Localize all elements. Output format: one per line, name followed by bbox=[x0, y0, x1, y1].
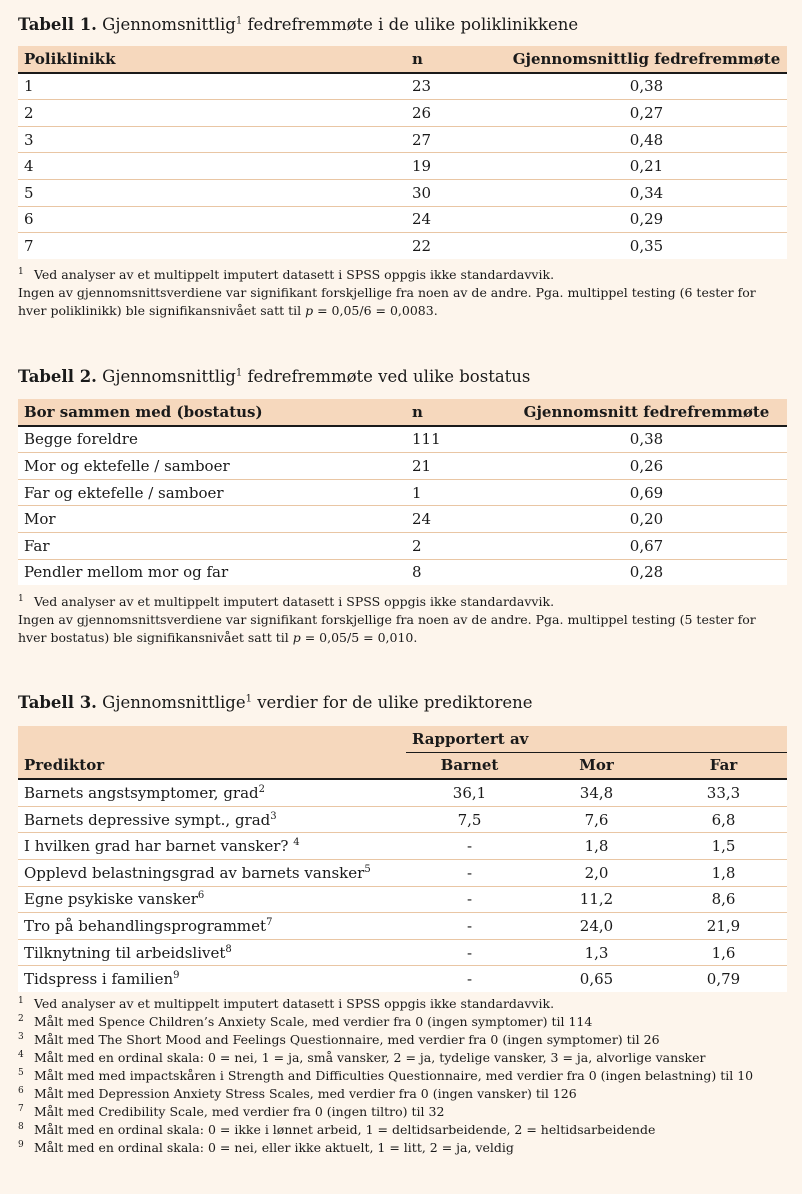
footnote-ref: 8 bbox=[225, 943, 232, 955]
cell-far: 21,9 bbox=[660, 913, 787, 940]
table-row bbox=[18, 153, 787, 180]
cell-n: 21 bbox=[406, 453, 506, 480]
footnote-ref: 6 bbox=[197, 890, 205, 902]
cell-prediktor bbox=[18, 859, 406, 886]
table3-header-barnet: Barnet bbox=[406, 752, 533, 779]
table2-note-1: $^1$ Ved analyser av et multippelt imputert datasett i SPSS oppgis ikke standardavvik. bbox=[18, 593, 555, 609]
table3-note: $^3$ Målt med The Short Mood and Feelings Questionnaire, med verdier fra 0 (ingen symptomer) til 26 bbox=[18, 1031, 660, 1047]
table2-note-2a: Ingen av gjennomsnittsverdiene var signifikant forskjellige fra noen av de andre. Pga. multippel testing (5 tester for hver bostatus) ble signifikansnivået satt til bbox=[18, 612, 756, 645]
cell-n: 27 bbox=[406, 126, 506, 153]
note-text: Målt med Depression Anxiety Stress Scales, med verdier fra 0 (ingen vansker) til 126 bbox=[34, 1086, 577, 1101]
table-row bbox=[18, 833, 787, 860]
table1-note-2a: Ingen av gjennomsnittsverdiene var signifikant forskjellige fra noen av de andre. Pga. multippel testing (6 tester for hver poliklinikk) ble signifikansnivået satt til bbox=[18, 285, 756, 318]
cell-mor: 1,8 bbox=[533, 833, 660, 860]
cell-n: 2 bbox=[406, 532, 506, 559]
prediktor-label: Tidspress i familien bbox=[24, 970, 174, 989]
cell-prediktor bbox=[18, 779, 406, 806]
cell-label: Mor og ektefelle / samboer bbox=[18, 453, 406, 480]
table-row bbox=[18, 73, 787, 100]
table-row bbox=[18, 506, 787, 533]
footnote-ref: 7 bbox=[266, 916, 273, 928]
cell-label: 7 bbox=[24, 236, 34, 255]
table2-header-n: n bbox=[406, 399, 506, 426]
cell-far: 1,8 bbox=[660, 859, 787, 886]
table-row bbox=[18, 233, 787, 259]
table2-notes bbox=[18, 593, 787, 647]
table2 bbox=[18, 399, 787, 585]
table-row bbox=[18, 532, 787, 559]
cell-n: 30 bbox=[406, 179, 506, 206]
note-text: Ved analyser av et multippelt imputert datasett i SPSS oppgis ikke standardavvik. bbox=[34, 996, 555, 1011]
cell-mean: 0,21 bbox=[506, 153, 787, 180]
table2-note-1-text: Ved analyser av et multippelt imputert datasett i SPSS oppgis ikke standardavvik. bbox=[34, 594, 555, 609]
footnote-ref: 2 bbox=[258, 783, 266, 795]
table2-caption bbox=[18, 367, 530, 386]
prediktor-label: Tro på behandlingsprogrammet bbox=[24, 916, 267, 935]
cell-mor: 24,0 bbox=[533, 913, 660, 940]
cell-far: 0,79 bbox=[706, 970, 741, 989]
cell-barnet: - bbox=[466, 970, 473, 989]
prediktor-label: Egne psykiske vansker bbox=[24, 890, 198, 909]
note-text: Målt med Spence Children’s Anxiety Scale, med verdier fra 0 (ingen symptomer) til 114 bbox=[34, 1014, 593, 1029]
cell-barnet: - bbox=[406, 886, 533, 913]
cell-label: 4 bbox=[18, 153, 406, 180]
note-text: Målt med en ordinal skala: 0 = nei, eller ikke aktuelt, 1 = litt, 2 = ja, veldig bbox=[34, 1140, 514, 1155]
cell-n: 8 bbox=[412, 563, 422, 582]
cell-mean: 0,38 bbox=[506, 426, 787, 453]
table3-group-header: Rapportert av bbox=[406, 726, 787, 752]
table3-header-far: Far bbox=[660, 752, 787, 779]
table-row bbox=[18, 179, 787, 206]
table-row bbox=[18, 479, 787, 506]
prediktor-label: Barnets depressive sympt., grad bbox=[24, 810, 271, 829]
table1-note-2-p: p bbox=[305, 303, 314, 318]
table-row bbox=[18, 966, 787, 992]
table3-body bbox=[18, 779, 787, 992]
table-row bbox=[18, 859, 787, 886]
cell-far: 1,5 bbox=[660, 833, 787, 860]
footnote-ref: 9 bbox=[173, 970, 180, 982]
table1-header-mean: Gjennomsnittlig fedrefremmøte bbox=[506, 46, 787, 73]
cell-label: 1 bbox=[18, 73, 406, 100]
cell-mor: 34,8 bbox=[533, 779, 660, 806]
cell-n: 24 bbox=[406, 206, 506, 233]
footnote-ref: 5 bbox=[364, 863, 371, 875]
table-row bbox=[18, 453, 787, 480]
cell-label: 2 bbox=[18, 100, 406, 127]
table3-note: $^8$ Målt med en ordinal skala: 0 = ikke i lønnet arbeid, 1 = deltidsarbeidende, 2 = heltidsarbeidende bbox=[18, 1121, 656, 1137]
cell-n: 26 bbox=[406, 100, 506, 127]
table2-caption-sup: 1 bbox=[235, 367, 243, 379]
prediktor-label: I hvilken grad har barnet vansker? bbox=[24, 837, 294, 856]
cell-mean: 0,67 bbox=[506, 532, 787, 559]
table2-note-2 bbox=[18, 611, 787, 647]
table2-note-2b: = 0,05/5 = 0,010. bbox=[300, 630, 418, 645]
table3-note: $^2$ Målt med Spence Children’s Anxiety Scale, med verdier fra 0 (ingen symptomer) til 114 bbox=[18, 1013, 593, 1029]
table-row bbox=[18, 559, 787, 585]
cell-label: Far bbox=[18, 532, 406, 559]
cell-barnet: - bbox=[406, 913, 533, 940]
cell-n: 19 bbox=[406, 153, 506, 180]
cell-mean: 0,28 bbox=[629, 563, 664, 582]
cell-mean: 0,29 bbox=[506, 206, 787, 233]
table1-note-1-text: Ved analyser av et multippelt imputert datasett i SPSS oppgis ikke standardavvik. bbox=[34, 267, 555, 282]
cell-far: 8,6 bbox=[660, 886, 787, 913]
cell-mor: 11,2 bbox=[533, 886, 660, 913]
table-row bbox=[18, 126, 787, 153]
table2-header-bostatus: Bor sammen med (bostatus) bbox=[18, 399, 406, 426]
table3-caption-label: Tabell 3. bbox=[18, 693, 97, 712]
cell-prediktor bbox=[18, 913, 406, 940]
cell-mor: 2,0 bbox=[533, 859, 660, 886]
table1-note-1: $^1$ Ved analyser av et multippelt imputert datasett i SPSS oppgis ikke standardavvik. bbox=[18, 266, 555, 282]
cell-mor: 1,3 bbox=[533, 939, 660, 966]
table1-caption-label: Tabell 1. bbox=[18, 15, 97, 34]
footnote-ref: 4 bbox=[293, 837, 300, 849]
cell-far: 1,6 bbox=[660, 939, 787, 966]
cell-barnet: - bbox=[406, 859, 533, 886]
table2-caption-label: Tabell 2. bbox=[18, 367, 97, 386]
cell-n: 24 bbox=[406, 506, 506, 533]
cell-label: 6 bbox=[18, 206, 406, 233]
cell-barnet: - bbox=[406, 939, 533, 966]
table3-caption bbox=[18, 693, 533, 712]
prediktor-label: Tilknytning til arbeidslivet bbox=[24, 943, 226, 962]
cell-mean: 0,69 bbox=[506, 479, 787, 506]
cell-barnet: 36,1 bbox=[406, 779, 533, 806]
table3-note: $^4$ Målt med en ordinal skala: 0 = nei, 1 = ja, små vansker, 2 = ja, tydelige vansker, 3 = ja, alvorlige vansker bbox=[18, 1049, 706, 1065]
cell-n: 1 bbox=[406, 479, 506, 506]
cell-n: 22 bbox=[412, 236, 432, 255]
table3-note: $^7$ Målt med Credibility Scale, med verdier fra 0 (ingen tiltro) til 32 bbox=[18, 1103, 445, 1119]
cell-mean: 0,38 bbox=[506, 73, 787, 100]
cell-label: Pendler mellom mor og far bbox=[24, 563, 229, 582]
cell-mean: 0,20 bbox=[506, 506, 787, 533]
table2-caption-text-a: Gjennomsnittlig bbox=[96, 367, 236, 386]
table1-note-2b: = 0,05/6 = 0,0083. bbox=[313, 303, 438, 318]
table1-note-2 bbox=[18, 284, 787, 320]
table2-body bbox=[18, 426, 787, 586]
table1-notes bbox=[18, 266, 787, 320]
cell-n: 23 bbox=[406, 73, 506, 100]
table3-note: $^9$ Målt med en ordinal skala: 0 = nei, eller ikke aktuelt, 1 = litt, 2 = ja, veldig bbox=[18, 1139, 514, 1155]
note-text: Målt med en ordinal skala: 0 = nei, 1 = ja, små vansker, 2 = ja, tydelige vansker, 3 = ja, alvorlige vansker bbox=[34, 1050, 706, 1065]
table1-caption-text-a: Gjennomsnittlig bbox=[96, 15, 236, 34]
cell-mean: 0,34 bbox=[506, 179, 787, 206]
note-text: Målt med en ordinal skala: 0 = ikke i lønnet arbeid, 1 = deltidsarbeidende, 2 = heltidsarbeidende bbox=[34, 1122, 656, 1137]
table1-caption bbox=[18, 15, 578, 34]
cell-mean: 0,48 bbox=[506, 126, 787, 153]
cell-prediktor bbox=[18, 806, 406, 833]
cell-label: Mor bbox=[18, 506, 406, 533]
prediktor-label: Barnets angstsymptomer, grad bbox=[24, 783, 259, 802]
cell-mor: 0,65 bbox=[579, 970, 614, 989]
table-row bbox=[18, 806, 787, 833]
table1-header-poliklinikk: Poliklinikk bbox=[18, 46, 406, 73]
cell-barnet: - bbox=[406, 833, 533, 860]
table3-caption-text-b: verdier for de ulike prediktorene bbox=[251, 693, 533, 712]
table1-body bbox=[18, 73, 787, 259]
table-row bbox=[18, 206, 787, 233]
footnote-ref: 3 bbox=[270, 810, 277, 822]
table2-caption-text-b: fedrefremmøte ved ulike bostatus bbox=[242, 367, 531, 386]
cell-label: Begge foreldre bbox=[18, 426, 406, 453]
cell-label: 3 bbox=[18, 126, 406, 153]
table-row bbox=[18, 939, 787, 966]
table3-caption-text-a: Gjennomsnittlige bbox=[96, 693, 246, 712]
cell-mean: 0,27 bbox=[506, 100, 787, 127]
cell-mor: 7,6 bbox=[533, 806, 660, 833]
table1-caption-sup: 1 bbox=[235, 15, 243, 27]
table2-note-2-p: p bbox=[292, 630, 301, 645]
note-text: Målt med Credibility Scale, med verdier fra 0 (ingen tiltro) til 32 bbox=[34, 1104, 445, 1119]
cell-n: 111 bbox=[406, 426, 506, 453]
cell-mean: 0,35 bbox=[629, 236, 664, 255]
note-text: Målt med med impactskåren i Strength and Difficulties Questionnaire, med verdier fra 0 (ingen belastning) til 10 bbox=[34, 1068, 754, 1083]
table-row bbox=[18, 886, 787, 913]
cell-prediktor bbox=[18, 833, 406, 860]
table3 bbox=[18, 726, 787, 992]
table-row bbox=[18, 100, 787, 127]
table1 bbox=[18, 46, 787, 259]
table3-header-prediktor: Prediktor bbox=[18, 752, 406, 779]
table3-note: $^6$ Målt med Depression Anxiety Stress Scales, med verdier fra 0 (ingen vansker) til 126 bbox=[18, 1085, 577, 1101]
table3-note: $^1$ Ved analyser av et multippelt imputert datasett i SPSS oppgis ikke standardavvik. bbox=[18, 995, 555, 1011]
cell-prediktor bbox=[18, 939, 406, 966]
table3-notes bbox=[18, 995, 787, 1157]
table3-caption-sup: 1 bbox=[245, 693, 252, 705]
prediktor-label: Opplevd belastningsgrad av barnets vansker bbox=[24, 863, 365, 882]
cell-prediktor bbox=[18, 886, 406, 913]
cell-prediktor bbox=[18, 966, 406, 992]
table3-header-blank bbox=[18, 726, 406, 752]
table1-header-n: n bbox=[406, 46, 506, 73]
table-row bbox=[18, 426, 787, 453]
cell-barnet: 7,5 bbox=[406, 806, 533, 833]
cell-far: 33,3 bbox=[660, 779, 787, 806]
cell-label: 5 bbox=[18, 179, 406, 206]
cell-far: 6,8 bbox=[660, 806, 787, 833]
cell-label: Far og ektefelle / samboer bbox=[18, 479, 406, 506]
table2-header-mean: Gjennomsnitt fedrefremmøte bbox=[506, 399, 787, 426]
note-text: Målt med The Short Mood and Feelings Questionnaire, med verdier fra 0 (ingen symptomer) til 26 bbox=[34, 1032, 660, 1047]
table1-caption-text-b: fedrefremmøte i de ulike poliklinikkene bbox=[242, 15, 579, 34]
table-row bbox=[18, 913, 787, 940]
table-row bbox=[18, 779, 787, 806]
cell-mean: 0,26 bbox=[506, 453, 787, 480]
table3-header-mor: Mor bbox=[533, 752, 660, 779]
table3-note: $^5$ Målt med med impactskåren i Strength and Difficulties Questionnaire, med verdier fra 0 (ingen belastning) til 10 bbox=[18, 1067, 754, 1083]
